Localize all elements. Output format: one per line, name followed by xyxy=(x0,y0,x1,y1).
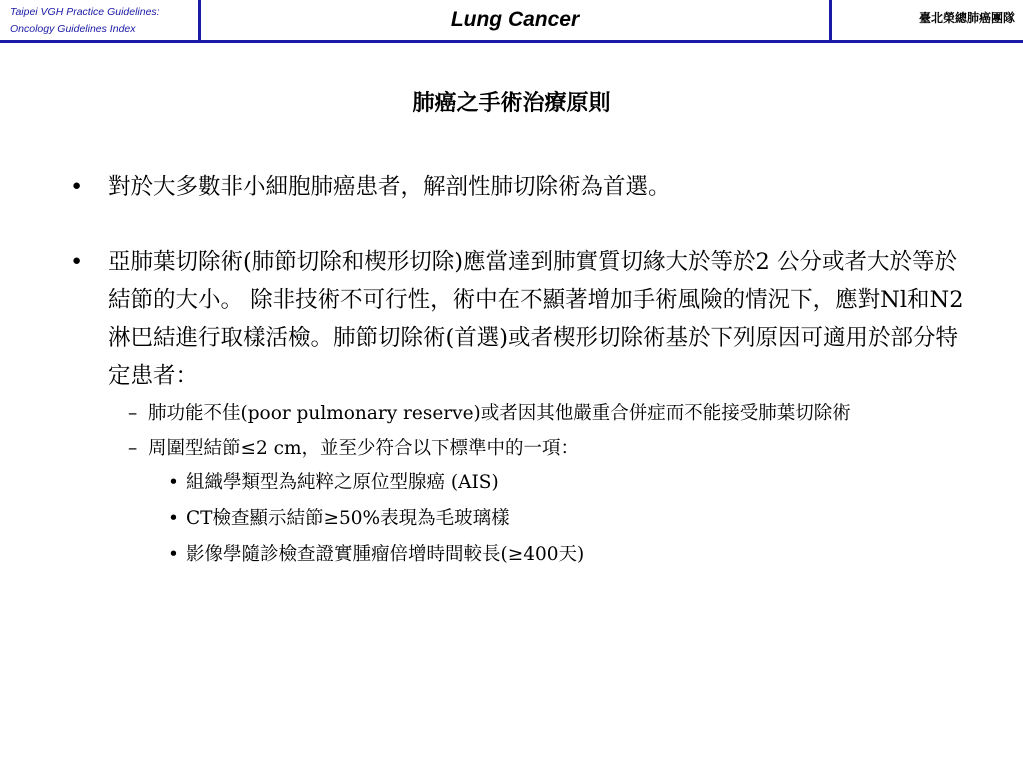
criteria-item xyxy=(168,465,976,501)
sub-bullet-item xyxy=(128,397,978,430)
criteria-text: CT檢查顯示結節≥50%表現為毛玻璃樣 xyxy=(186,508,510,529)
bullet-dot: • xyxy=(168,544,179,565)
guideline-index-label xyxy=(0,0,198,40)
bullet-dot: • xyxy=(168,472,179,493)
criteria-item xyxy=(168,501,976,537)
sub-bullet-text: 周圍型結節≤2 cm，並至少符合以下標準中的一項： xyxy=(148,438,580,459)
bullet-item xyxy=(70,243,968,395)
bullet-item xyxy=(70,168,968,206)
slide-title: 肺癌之手術治療原則 xyxy=(412,90,611,116)
bullet-text: 對於大多數非小細胞肺癌患者，解剖性肺切除術為首選。 xyxy=(108,174,671,200)
sub-bullet-text: 肺功能不佳(poor pulmonary reserve)或者因其他嚴重合併症而不能接受肺葉切除術 xyxy=(148,403,851,424)
criteria-text: 組織學類型為純粹之原位型腺癌 (AIS) xyxy=(186,472,499,493)
team-name: 臺北榮總肺癌團隊 xyxy=(918,11,1015,25)
criteria-text: 影像學隨診檢查證實腫瘤倍增時間較長(≥400天) xyxy=(186,544,585,565)
dash-marker: – xyxy=(128,403,138,424)
slide-header xyxy=(0,0,1023,43)
bullet-text: 亞肺葉切除術(肺節切除和楔形切除)應當達到肺實質切緣大於等於2 公分或者大於等於結節的大小。 除非技術不可行性，術中在不顯著增加手術風險的情況下，應對Nl和N2淋巴結進行取樣活檢。肺節切除術(首選)或者楔形切除術基於下列原因可適用於部分特定患者： xyxy=(108,249,964,389)
sub-bullet-item xyxy=(128,432,978,465)
guideline-index-line-1: Taipei VGH Practice Guidelines: xyxy=(10,6,160,18)
bullet-dot: • xyxy=(70,174,84,200)
bullet-dot: • xyxy=(70,249,84,275)
dash-marker: – xyxy=(128,438,138,459)
header-title: Lung Cancer xyxy=(450,8,580,31)
criteria-item xyxy=(168,537,976,573)
header-divider-right xyxy=(829,0,832,40)
guideline-index-line-2: Oncology Guidelines Index xyxy=(10,23,136,35)
bullet-dot: • xyxy=(168,508,179,529)
slide-body xyxy=(0,168,1023,573)
